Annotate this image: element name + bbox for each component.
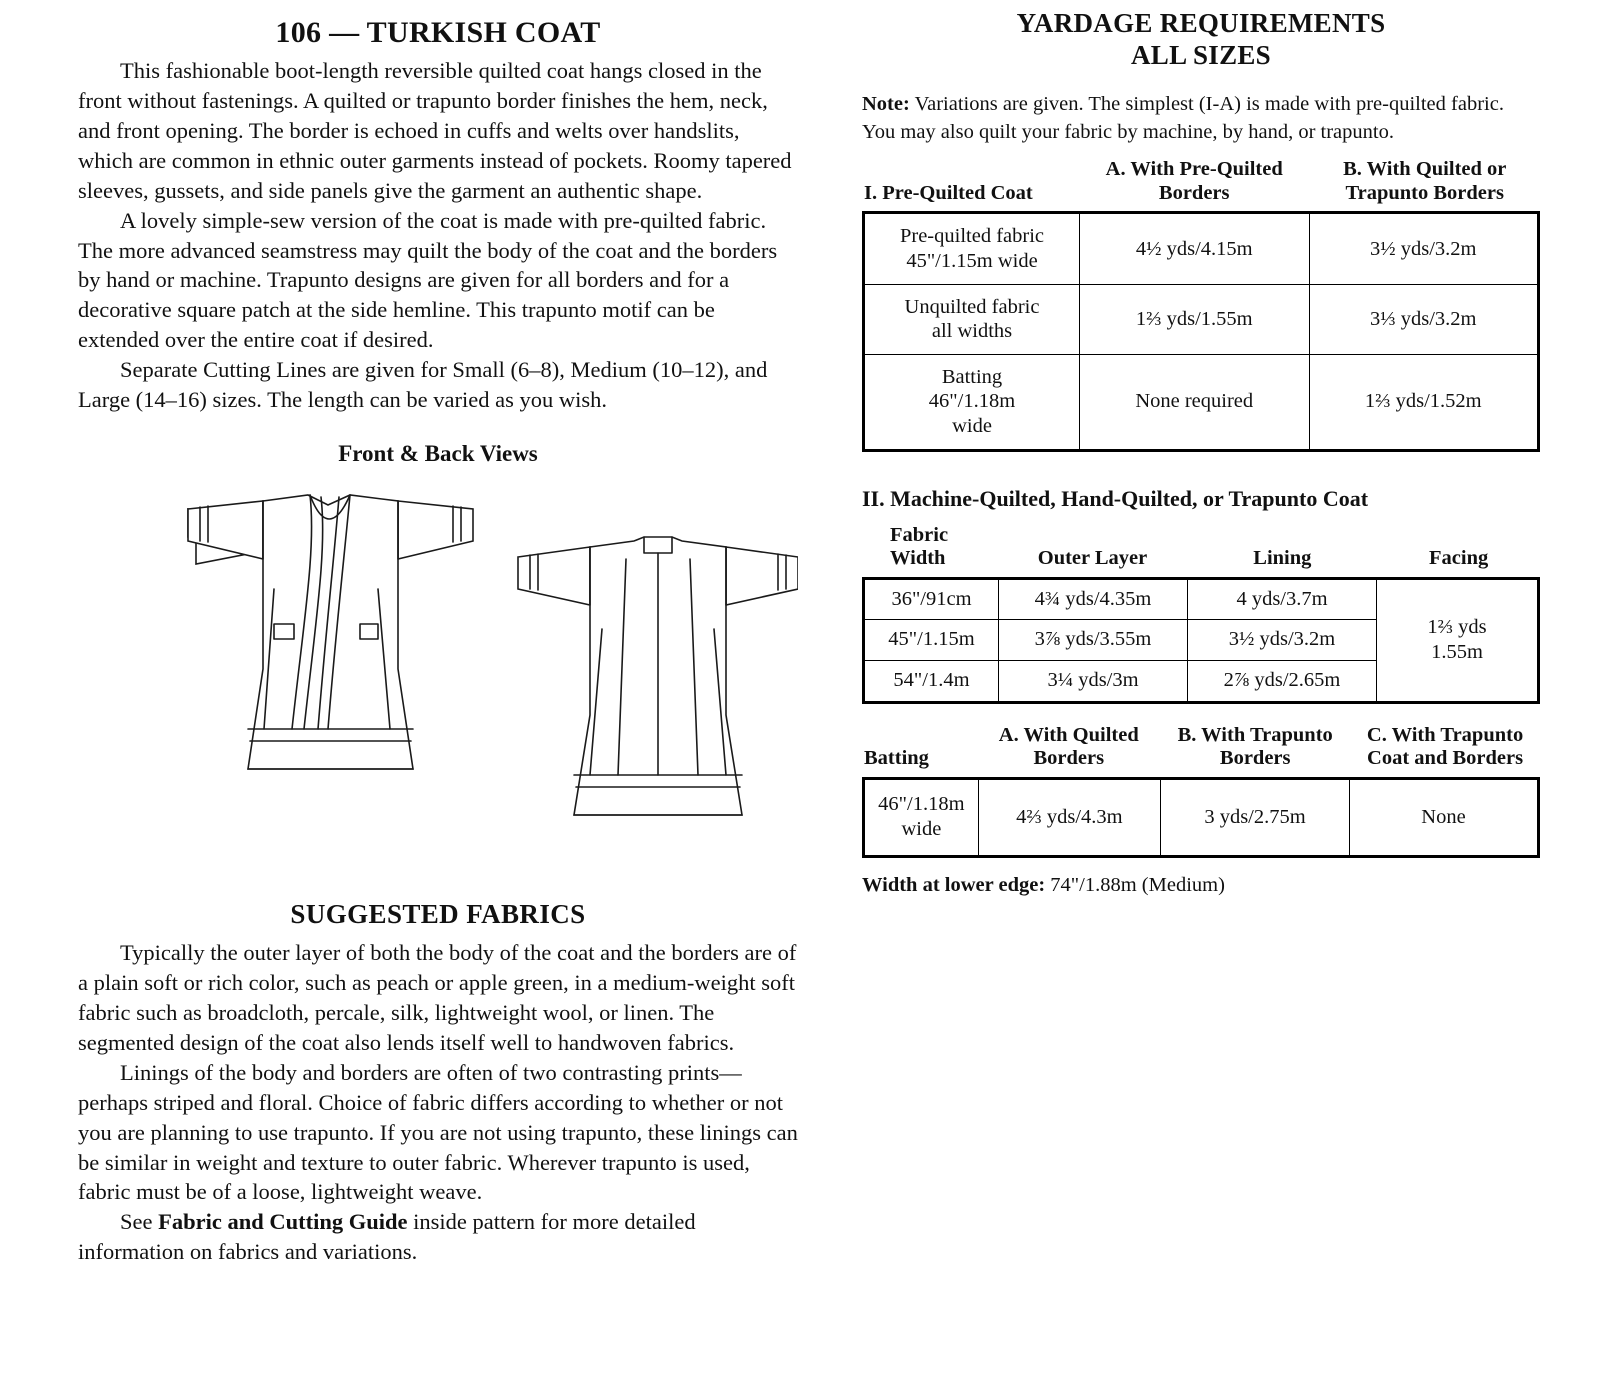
coat-front-view: [188, 495, 473, 769]
table2-row2-outer: 3⅞ yds/3.55m: [999, 620, 1188, 661]
table2-row3-outer: 3¼ yds/3m: [999, 660, 1188, 702]
coat-illustration: [78, 479, 798, 879]
table-row: [864, 284, 1539, 354]
table2-fabric-width-line1: Fabric: [890, 523, 949, 546]
table1-col-b-header: [1309, 156, 1540, 211]
note-label: Note:: [862, 92, 910, 115]
table2-row1-lining: 4 yds/3.7m: [1188, 578, 1377, 620]
table1-row1-col-a: 4½ yds/4.15m: [1080, 213, 1310, 284]
table1-row3-col-b: 1⅔ yds/1.52m: [1309, 354, 1539, 450]
table3-header: [862, 722, 1540, 777]
table3-col-b-line1: B. With Trapunto: [1177, 723, 1333, 746]
table1-row1-label: [864, 213, 1080, 284]
page-title: 106 — TURKISH COAT: [275, 16, 601, 49]
table1-col-b-line2: Trapunto Borders: [1345, 181, 1504, 204]
table1-row3-label-line2: 46"/1.18m: [928, 390, 1016, 413]
table1-row3-col-a: None required: [1080, 354, 1310, 450]
right-column: [862, 8, 1540, 917]
table-row: [864, 213, 1539, 284]
table2-facing-line2: 1.55m: [1431, 641, 1483, 664]
table2-row1-outer: 4¾ yds/4.35m: [999, 578, 1188, 620]
table1-row2-label-line2: all widths: [931, 320, 1013, 343]
table1-row3-label-line3: wide: [952, 414, 992, 437]
table3-col-a-line2: Borders: [1033, 747, 1105, 770]
table1-row1-label-line2: 45"/1.15m wide: [906, 250, 1038, 272]
table-row: [864, 354, 1539, 450]
table3-col-c-header: [1350, 722, 1540, 777]
section-two-title: II. Machine-Quilted, Hand-Quilted, or Trapunto Coat: [862, 485, 1369, 511]
table1-row1-col-b: 3½ yds/3.2m: [1309, 213, 1539, 284]
table-quilted-coat-body: [862, 577, 1540, 704]
table1-row1-label-line1: Pre-quilted fabric: [899, 225, 1044, 248]
table1-row2-col-a: 1⅔ yds/1.55m: [1080, 284, 1310, 354]
yardage-heading-line2: ALL SIZES: [1130, 39, 1272, 70]
table2-outer-header: Outer Layer: [1037, 547, 1148, 570]
table3-row-col-b: 3 yds/2.75m: [1161, 778, 1350, 856]
table1-col-a-line2: Borders: [1158, 181, 1230, 204]
fabric-guide-paragraph: [78, 1207, 798, 1267]
table3-col-a-line1: A. With Quilted: [998, 723, 1139, 746]
width-note-value: 74"/1.88m (Medium): [1045, 873, 1225, 896]
left-column: [78, 8, 798, 1267]
table2-facing-line1: 1⅔ yds: [1427, 615, 1487, 638]
table1-row2-label: [864, 284, 1080, 354]
table-row: [864, 578, 1539, 620]
width-at-lower-edge: [862, 874, 1540, 897]
table1-row-header: I. Pre-Quilted Coat: [864, 181, 1033, 204]
table-pre-quilted-coat: [862, 156, 1540, 211]
fabrics-paragraph-2: Linings of the body and borders are often of two contrasting prints—perhaps striped and floral. Choice of fabric differs according to whether or not you are planning to use trapunto. If you are not using trapunto, these linings can be similar in weight and texture to outer fabric. Wherever trapunto is used, fabric must be of a loose, lightweight weave.: [78, 1059, 798, 1205]
table3-row-label-line2: wide: [901, 818, 942, 841]
intro-paragraph-1: This fashionable boot-length reversible quilted coat hangs closed in the front without fastenings. A quilted or trapunto border finishes the hem, neck, and front opening. The border is echoed in cuffs and welts over handslits, which are common in ethnic outer garments instead of pockets. Roomy tapered sleeves, gussets, and side panels give the garment an authentic shape.: [78, 58, 792, 203]
table2-row3-lining: 2⅞ yds/2.65m: [1188, 660, 1377, 702]
table3-row-label-line1: 46"/1.18m: [878, 792, 965, 815]
table1-col-a-header: [1079, 156, 1310, 211]
table1-row3-label: [864, 354, 1080, 450]
table1-col-a-line1: A. With Pre-Quilted: [1105, 158, 1283, 181]
table2-row3-width: 54"/1.4m: [864, 660, 999, 702]
table3-col-c-line2: Coat and Borders: [1367, 747, 1524, 770]
table1-row2-label-line1: Unquilted fabric: [904, 295, 1040, 318]
table2-lining-header: Lining: [1253, 547, 1312, 570]
table-row: [864, 778, 1539, 856]
guide-bold-title: Fabric and Cutting Guide: [158, 1209, 408, 1235]
note-text: Variations are given. The simplest (I-A) is made with pre-quilted fabric. You may also quilt your fabric by machine, by hand, or trapunto.: [862, 92, 1504, 143]
table1-row2-col-b: 3⅓ yds/3.2m: [1309, 284, 1539, 354]
suggested-fabrics-heading: SUGGESTED FABRICS: [290, 899, 586, 930]
table3-row-col-c: None: [1350, 778, 1539, 856]
table2-fabric-width-line2: Width: [890, 547, 946, 570]
yardage-heading-line1: YARDAGE REQUIREMENTS: [1016, 8, 1386, 38]
table3-col-c-line1: C. With Trapunto: [1366, 723, 1524, 746]
table3-col-b-line2: Borders: [1219, 747, 1291, 770]
table2-facing-header: Facing: [1429, 547, 1489, 570]
table3-batting-header: Batting: [864, 747, 929, 770]
table-batting-body: [862, 777, 1540, 858]
table2-row2-lining: 3½ yds/3.2m: [1188, 620, 1377, 661]
coat-front-back-drawing: [78, 479, 798, 879]
table2-row2-width: 45"/1.15m: [864, 620, 999, 661]
width-note-label: Width at lower edge:: [862, 873, 1046, 896]
table2-fabric-width-header: [862, 522, 998, 577]
table3-header-row: [862, 722, 1540, 777]
guide-suffix: inside pattern for more detailed information on fabrics and variations.: [78, 1209, 696, 1265]
table3-row-col-a: 4⅔ yds/4.3m: [978, 778, 1160, 856]
table-pre-quilted-coat-wrap: [862, 156, 1540, 451]
table2-facing-value: [1377, 578, 1539, 702]
table2-header: [862, 522, 1540, 577]
fabrics-paragraph-1: Typically the outer layer of both the body of the coat and the borders are of a plain soft or rich color, such as peach or apple green, in a medium-weight soft fabric such as broadcloth, percale, silk, lightweight wool, or linen. The segmented design of the coat also lends itself well to handwoven fabrics.: [78, 940, 797, 1055]
table-pre-quilted-coat-body: [862, 211, 1540, 451]
intro-paragraph-3: Separate Cutting Lines are given for Small (6–8), Medium (10–12), and Large (14–16) sizes. The length can be varied as you wish.: [78, 357, 768, 413]
table1-col-b-line1: B. With Quilted or: [1343, 158, 1507, 181]
table2-header-row: [862, 522, 1540, 577]
table1-header-row: [862, 156, 1540, 211]
figure-caption: Front & Back Views: [338, 441, 538, 467]
yardage-note: [862, 90, 1540, 147]
table3-row-label: [864, 778, 979, 856]
table2-row1-width: 36"/91cm: [864, 578, 999, 620]
coat-back-view: [518, 537, 798, 815]
table3-col-b-header: [1160, 722, 1350, 777]
table3-col-a-header: [977, 722, 1160, 777]
table1-row3-label-line1: Batting: [941, 365, 1003, 388]
intro-paragraph-2: A lovely simple-sew version of the coat is made with pre-quilted fabric. The more advanced seamstress may quilt the body of the coat and the borders by hand or machine. Trapunto designs are given for all borders and for a decorative square patch at the side hemline. This trapunto motif can be extended over the entire coat if desired.: [78, 207, 778, 353]
guide-prefix: See: [120, 1209, 159, 1235]
